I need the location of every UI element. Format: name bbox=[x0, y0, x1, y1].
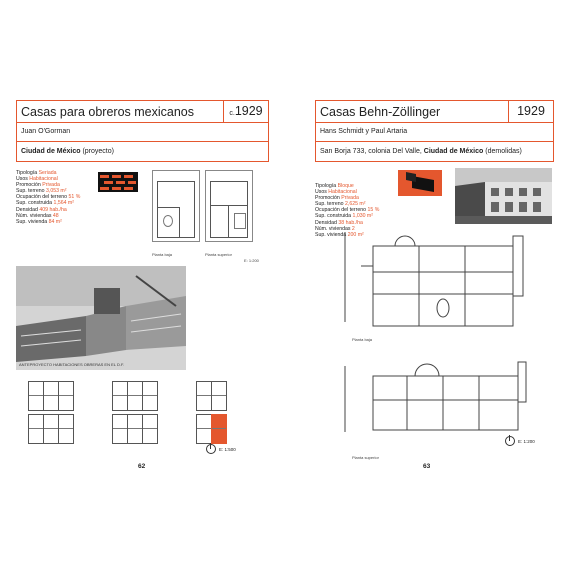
spec-label: Núm. viviendas bbox=[315, 225, 352, 232]
site-unit bbox=[112, 414, 128, 444]
site-unit bbox=[112, 381, 128, 411]
spec-label: Usos bbox=[315, 189, 329, 196]
right-ground-plan-label: Planta baja bbox=[352, 337, 373, 342]
left-specs-list bbox=[16, 170, 80, 225]
left-header-box bbox=[16, 100, 269, 162]
spec-label: Promoción bbox=[16, 182, 43, 189]
spec-label: Núm. viviendas bbox=[16, 212, 53, 219]
site-unit bbox=[196, 414, 212, 444]
spec-value: 48 bbox=[52, 212, 59, 219]
spec-label: Sup. construida bbox=[16, 200, 54, 207]
spec-value: 409 hab./ha bbox=[39, 206, 67, 213]
spec-value: 38 hab./ha bbox=[338, 219, 363, 226]
site-unit bbox=[196, 381, 212, 411]
right-header-box bbox=[315, 100, 554, 162]
left-author: Juan O'Gorman bbox=[21, 128, 71, 135]
left-upper-plan-label: Planta superior bbox=[205, 252, 232, 257]
left-scale-bottom: E: 1:500 bbox=[206, 444, 236, 454]
right-scale: E: 1:200 bbox=[505, 436, 535, 446]
photo-caption: ANTEPROYECTO HABITACIONES OBRERAS EN EL D.F. bbox=[19, 362, 125, 367]
spec-label: Tipología bbox=[16, 170, 39, 176]
spec-label: Sup. vivienda bbox=[315, 231, 348, 238]
left-ground-floor-plan bbox=[152, 170, 200, 242]
site-unit bbox=[43, 414, 59, 444]
spec-value: 1,564 m² bbox=[53, 200, 74, 207]
right-place: San Borja 733, colonia Del Valle, Ciudad de México (demolidas) bbox=[320, 148, 522, 155]
spec-value: 1,030 m² bbox=[352, 213, 373, 220]
right-title: Casas Behn-Zöllinger bbox=[320, 105, 441, 119]
spec-label: Ocupación del terreno bbox=[315, 207, 368, 214]
spec-label: Sup. construida bbox=[315, 213, 353, 220]
left-page-number: 62 bbox=[138, 463, 146, 470]
right-page bbox=[285, 0, 570, 570]
site-unit bbox=[211, 381, 227, 411]
spec-value: Habitacional bbox=[328, 189, 357, 196]
spec-value: 84 m² bbox=[48, 218, 62, 225]
site-unit bbox=[28, 414, 44, 444]
left-place-row bbox=[17, 141, 268, 161]
site-unit bbox=[127, 381, 143, 411]
site-unit bbox=[58, 381, 74, 411]
spec-value: Bloque bbox=[337, 183, 354, 189]
right-author: Hans Schmidt y Paul Artaria bbox=[320, 128, 408, 135]
spec-value: Privada bbox=[42, 182, 60, 189]
spec-label: Tipología bbox=[315, 183, 338, 189]
right-specs-list bbox=[315, 183, 379, 238]
right-author-row bbox=[316, 122, 553, 142]
spec-label: Promoción bbox=[315, 195, 342, 202]
spec-label: Sup. terreno bbox=[16, 188, 46, 195]
spec-value: 2,625 m² bbox=[345, 201, 366, 208]
block-type-icon bbox=[398, 170, 442, 196]
spec-value: 15 % bbox=[367, 207, 380, 214]
spec-label: Densidad bbox=[16, 206, 40, 213]
building-photo bbox=[455, 168, 552, 224]
spec-value: 51 % bbox=[68, 194, 81, 201]
right-place-row bbox=[316, 141, 553, 161]
unit-pattern-icon bbox=[98, 172, 138, 192]
left-author-row bbox=[17, 122, 268, 142]
right-ground-floor-plan bbox=[335, 232, 540, 336]
right-year: 1929 bbox=[508, 101, 553, 122]
site-unit bbox=[28, 381, 44, 411]
site-unit bbox=[142, 414, 158, 444]
spec-value: Privada bbox=[341, 195, 359, 202]
spec-row bbox=[16, 219, 80, 225]
site-unit bbox=[127, 414, 143, 444]
right-title-row bbox=[316, 101, 553, 123]
site-unit bbox=[58, 414, 74, 444]
left-upper-floor-plan bbox=[205, 170, 253, 242]
spec-label: Densidad bbox=[315, 219, 339, 226]
spec-label: Usos bbox=[16, 176, 30, 183]
spec-value: 3,053 m² bbox=[46, 188, 67, 195]
site-unit bbox=[43, 381, 59, 411]
spec-label: Ocupación del terreno bbox=[16, 194, 69, 201]
spec-value: 2 bbox=[351, 225, 355, 232]
spec-label: Sup. vivienda bbox=[16, 218, 49, 225]
perspective-drawing bbox=[16, 266, 186, 370]
right-upper-plan-label: Planta superior bbox=[352, 455, 379, 460]
site-unit bbox=[211, 414, 227, 444]
spec-value: 200 m² bbox=[347, 231, 364, 238]
spec-value: Habitacional bbox=[29, 176, 58, 183]
left-place: Ciudad de México (proyecto) bbox=[21, 148, 114, 155]
right-upper-floor-plan bbox=[335, 352, 540, 442]
left-ground-plan-label: Planta baja bbox=[152, 252, 173, 257]
left-year: c.1929 bbox=[223, 101, 268, 122]
spec-value: Seriada bbox=[38, 170, 57, 176]
site-unit bbox=[142, 381, 158, 411]
left-scale-top: E: 1:200 bbox=[244, 258, 259, 263]
right-page-number: 63 bbox=[423, 463, 431, 470]
left-title-row bbox=[17, 101, 268, 123]
left-title: Casas para obreros mexicanos bbox=[21, 105, 194, 119]
spec-label: Sup. terreno bbox=[315, 201, 345, 208]
